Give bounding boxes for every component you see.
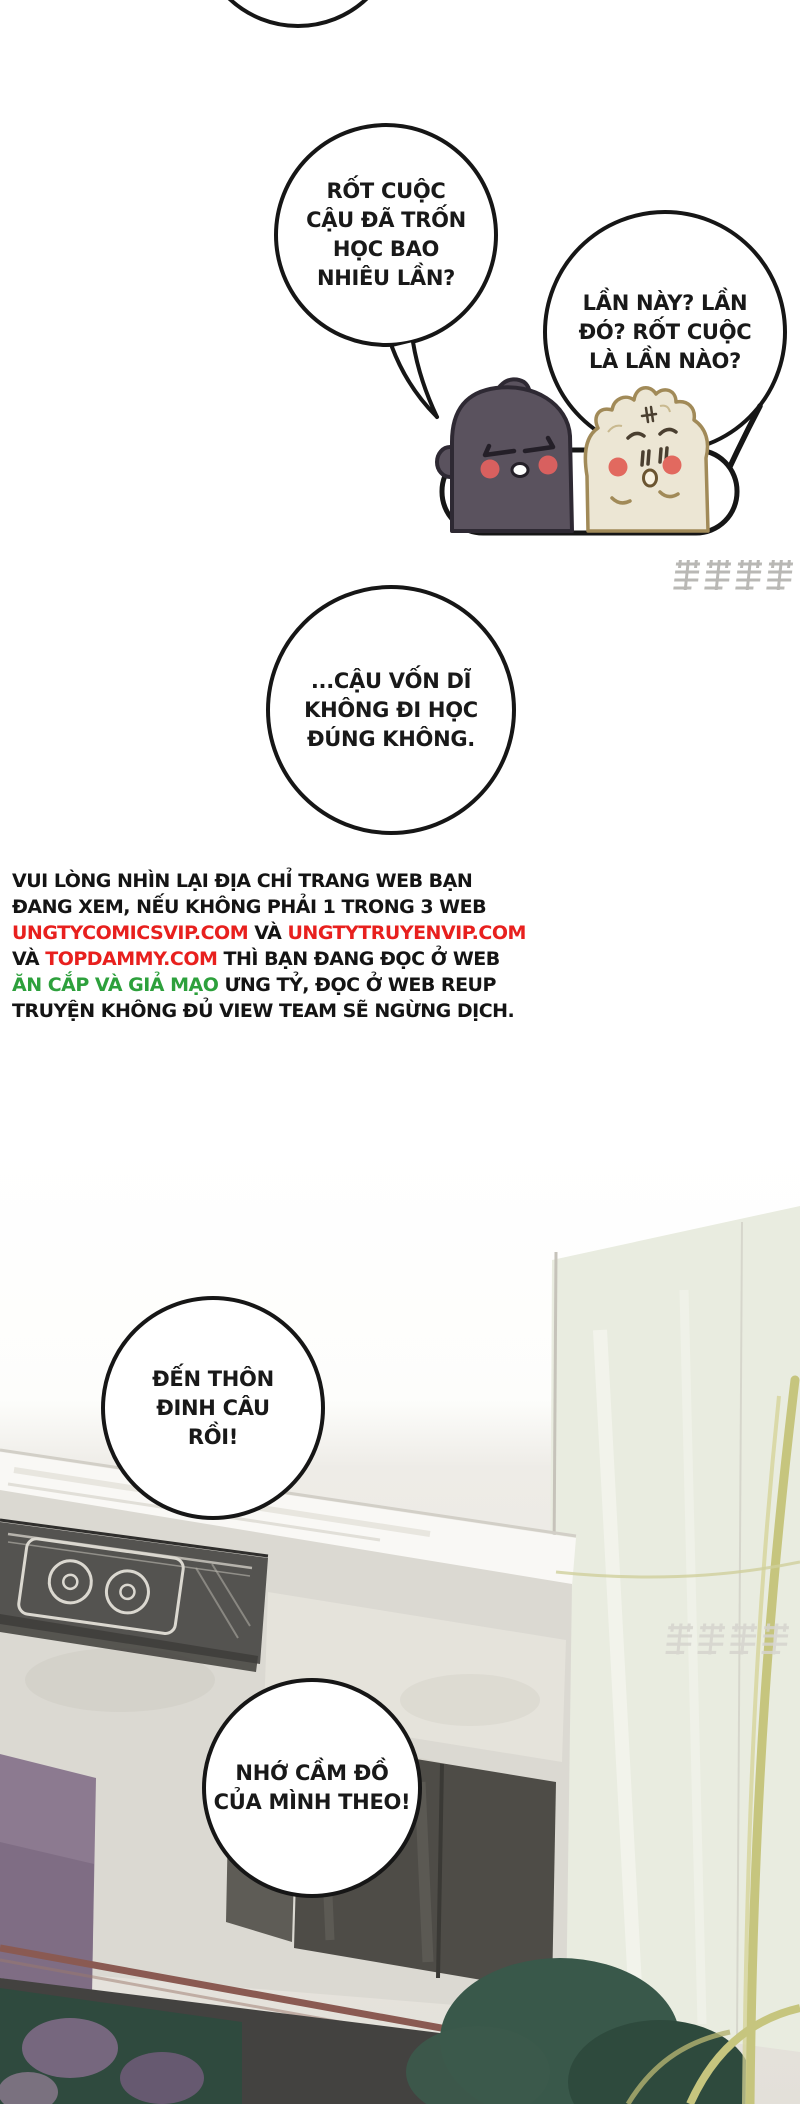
blush-left bbox=[481, 460, 500, 479]
speech-bubble-partial bbox=[196, 0, 400, 28]
speech-bubble-4 bbox=[101, 1296, 325, 1520]
character-light bbox=[585, 388, 708, 531]
speech-bubble-1-text: RỐT CUỘC CẬU ĐÃ TRỐN HỌC BAO NHIÊU LẦN? bbox=[306, 179, 466, 290]
speech-bubble-5 bbox=[202, 1678, 422, 1898]
mouth bbox=[512, 464, 528, 477]
blush-left bbox=[609, 458, 628, 477]
speech-bubble-3-text: ...CẬU VỐN DĨ KHÔNG ĐI HỌC ĐÚNG KHÔNG. bbox=[304, 668, 478, 751]
speech-bubble-1 bbox=[274, 123, 498, 347]
blush-right bbox=[663, 456, 682, 475]
blush-right bbox=[539, 456, 558, 475]
piracy-notice: VUI LÒNG NHÌN LẠI ĐỊA CHỈ TRANG WEB BẠN ĐANG XEM, NẾU KHÔNG PHẢI 1 TRONG 3 WEB UNGTYCOMICSVIP.COM VÀ UNGTYTRUYENVIP.COM VÀ TOPDAMMY.COM THÌ BẠN ĐANG ĐỌC Ở WEB ĂN CẮP VÀ GIẢ MẠO ƯNG TỶ, ĐỌC Ở WEB REUP TRUYỆN KHÔNG ĐỦ VIEW TEAM SẼ NGỪNG DỊCH. bbox=[12, 870, 526, 1022]
speech-bubble-4-text: ĐẾN THÔN ĐINH CÂU RỒI! bbox=[152, 1366, 274, 1449]
mouth bbox=[644, 470, 657, 486]
characters-scene bbox=[430, 370, 750, 536]
speech-bubble-5-text: NHỚ CẦM ĐỒ CỦA MÌNH THEO! bbox=[213, 1761, 411, 1814]
character-dark bbox=[437, 379, 572, 531]
speech-bubble-2-text: LẦN NÀY? LẦN ĐÓ? RỐT CUỘC LÀ LẦN NÀO? bbox=[578, 290, 752, 373]
tencent-comics-watermark bbox=[660, 1616, 790, 1666]
speech-bubble-3 bbox=[266, 585, 516, 835]
tencent-comics-watermark bbox=[668, 554, 794, 600]
